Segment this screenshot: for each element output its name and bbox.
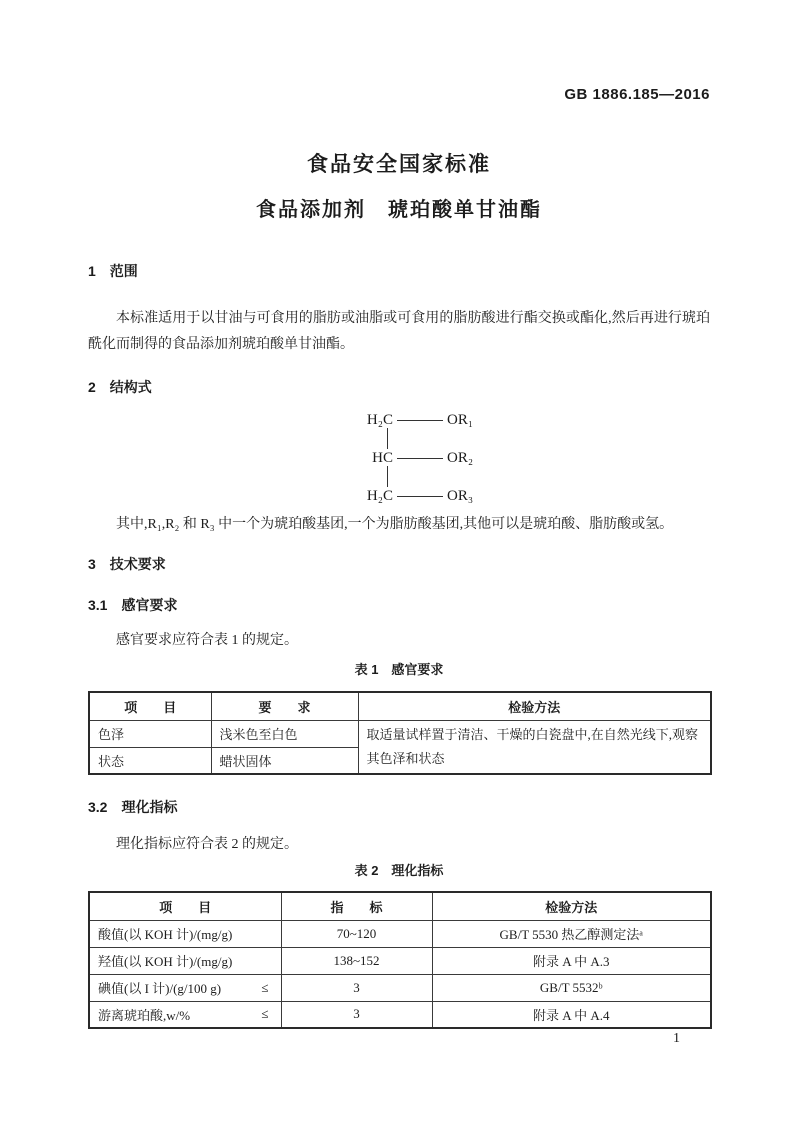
- bond-line: [397, 420, 443, 421]
- standard-title-line1: 食品安全国家标准: [307, 153, 491, 176]
- page-content: [0, 86, 794, 1047]
- section-1-paragraph: 本标准适用于以甘油与可食用的脂肪或油脂或可食用的脂肪酸进行酯交换或酯化,然后再进行琥珀酰化而制得的食品添加剂琥珀酸单甘油酯。: [88, 311, 710, 352]
- section-3-2-title: 理化指标: [121, 799, 178, 815]
- table2-row3-value: 3: [281, 974, 432, 1001]
- comparison-operator: ≤: [261, 979, 269, 995]
- item-label: 酸值(以 KOH 计)/(mg/g): [98, 927, 233, 942]
- bond-line: [397, 496, 443, 497]
- formula-group-h2c-bottom: H₂C: [366, 487, 393, 504]
- table2-header-method: 检验方法: [432, 892, 711, 920]
- table1-header-item: 项 目: [89, 692, 211, 720]
- formula-row-3: [360, 488, 473, 504]
- table-row: [89, 947, 711, 974]
- table2-row4-item: [89, 1001, 281, 1028]
- bond-line: [397, 458, 443, 459]
- table-1-caption: 表 1 感官要求: [354, 662, 444, 677]
- table2-row1-method: GB/T 5530 热乙醇测定法ᵃ: [432, 920, 711, 947]
- table1-header-requirement: 要 求: [211, 692, 358, 720]
- table2-row4-method: 附录 A 中 A.4: [432, 1001, 711, 1028]
- section-3-1-number: 3.1: [88, 597, 108, 613]
- formula-group-or2: OR₂: [447, 449, 474, 466]
- physicochemical-indicators-table: [88, 891, 712, 1029]
- page-number: 1: [673, 1031, 680, 1046]
- table2-row1-value: 70~120: [281, 920, 432, 947]
- section-3-1-heading: [88, 596, 710, 614]
- table1-row2-item: 状态: [89, 747, 211, 774]
- table1-row2-requirement: 蜡状固体: [211, 747, 358, 774]
- table1-row1-requirement: 浅米色至白色: [211, 720, 358, 747]
- sensory-requirements-table: [88, 691, 712, 775]
- section-1-number: 1: [88, 263, 96, 279]
- section-3-2-heading: [88, 798, 710, 816]
- section-3-number: 3: [88, 556, 96, 572]
- formula-group-h2c-top: H₂C: [366, 411, 393, 428]
- comparison-operator: ≤: [261, 1006, 269, 1022]
- section-3-1-paragraph: 感官要求应符合表 1 的规定。: [116, 633, 298, 648]
- table2-row2-method: 附录 A 中 A.3: [432, 947, 711, 974]
- section-3-1-title: 感官要求: [121, 597, 178, 613]
- table2-row1-item: [89, 920, 281, 947]
- vertical-bond-line: [387, 428, 388, 449]
- item-label: 羟值(以 KOH 计)/(mg/g): [98, 954, 233, 969]
- item-label: 碘值(以 I 计)/(g/100 g): [98, 981, 222, 996]
- section-1-heading: [88, 262, 710, 280]
- table-row: [89, 974, 711, 1001]
- table-row: [89, 920, 711, 947]
- table-row: [89, 720, 711, 747]
- section-2-title: 结构式: [109, 379, 152, 395]
- formula-group-hc: HC: [372, 449, 393, 466]
- table2-row3-item: [89, 974, 281, 1001]
- formula-group-or3: OR₃: [447, 487, 474, 504]
- formula-row-2: [360, 450, 473, 466]
- section-2-number: 2: [88, 379, 96, 395]
- table1-method-cell: 取适量试样置于清洁、干燥的白瓷盘中,在自然光线下,观察其色泽和状态: [358, 720, 711, 774]
- table2-row2-value: 138~152: [281, 947, 432, 974]
- section-3-2-paragraph: 理化指标应符合表 2 的规定。: [116, 837, 298, 852]
- table-header-row: [89, 892, 711, 920]
- standard-title-line2: 食品添加剂 琥珀酸单甘油酯: [256, 199, 542, 221]
- standard-number: GB 1886.185—2016: [564, 86, 710, 103]
- table2-row3-method: GB/T 5532ᵇ: [432, 974, 711, 1001]
- table2-row2-item: [89, 947, 281, 974]
- table1-header-method: 检验方法: [358, 692, 711, 720]
- structural-formula: [360, 410, 500, 506]
- table2-header-item: 项 目: [89, 892, 281, 920]
- table-row: [89, 1001, 711, 1028]
- section-3-title: 技术要求: [109, 556, 166, 572]
- table2-header-indicator: 指 标: [281, 892, 432, 920]
- section-3-heading: [88, 555, 710, 573]
- section-2-heading: [88, 378, 710, 396]
- formula-group-or1: OR₁: [447, 411, 474, 428]
- vertical-bond-line: [387, 466, 388, 487]
- table-header-row: [89, 692, 711, 720]
- table1-row1-item: 色泽: [89, 720, 211, 747]
- item-label: 游离琥珀酸,w/%: [98, 1007, 191, 1023]
- section-1-title: 范围: [109, 263, 138, 279]
- formula-row-1: [360, 412, 473, 428]
- table2-row4-value: 3: [281, 1001, 432, 1028]
- formula-note: 其中,R₁,R₂ 和 R₃ 中一个为琥珀酸基团,一个为脂肪酸基团,其他可以是琥珀酸、脂肪酸或氢。: [116, 517, 674, 532]
- table-2-caption: 表 2 理化指标: [354, 863, 444, 878]
- section-3-2-number: 3.2: [88, 799, 108, 815]
